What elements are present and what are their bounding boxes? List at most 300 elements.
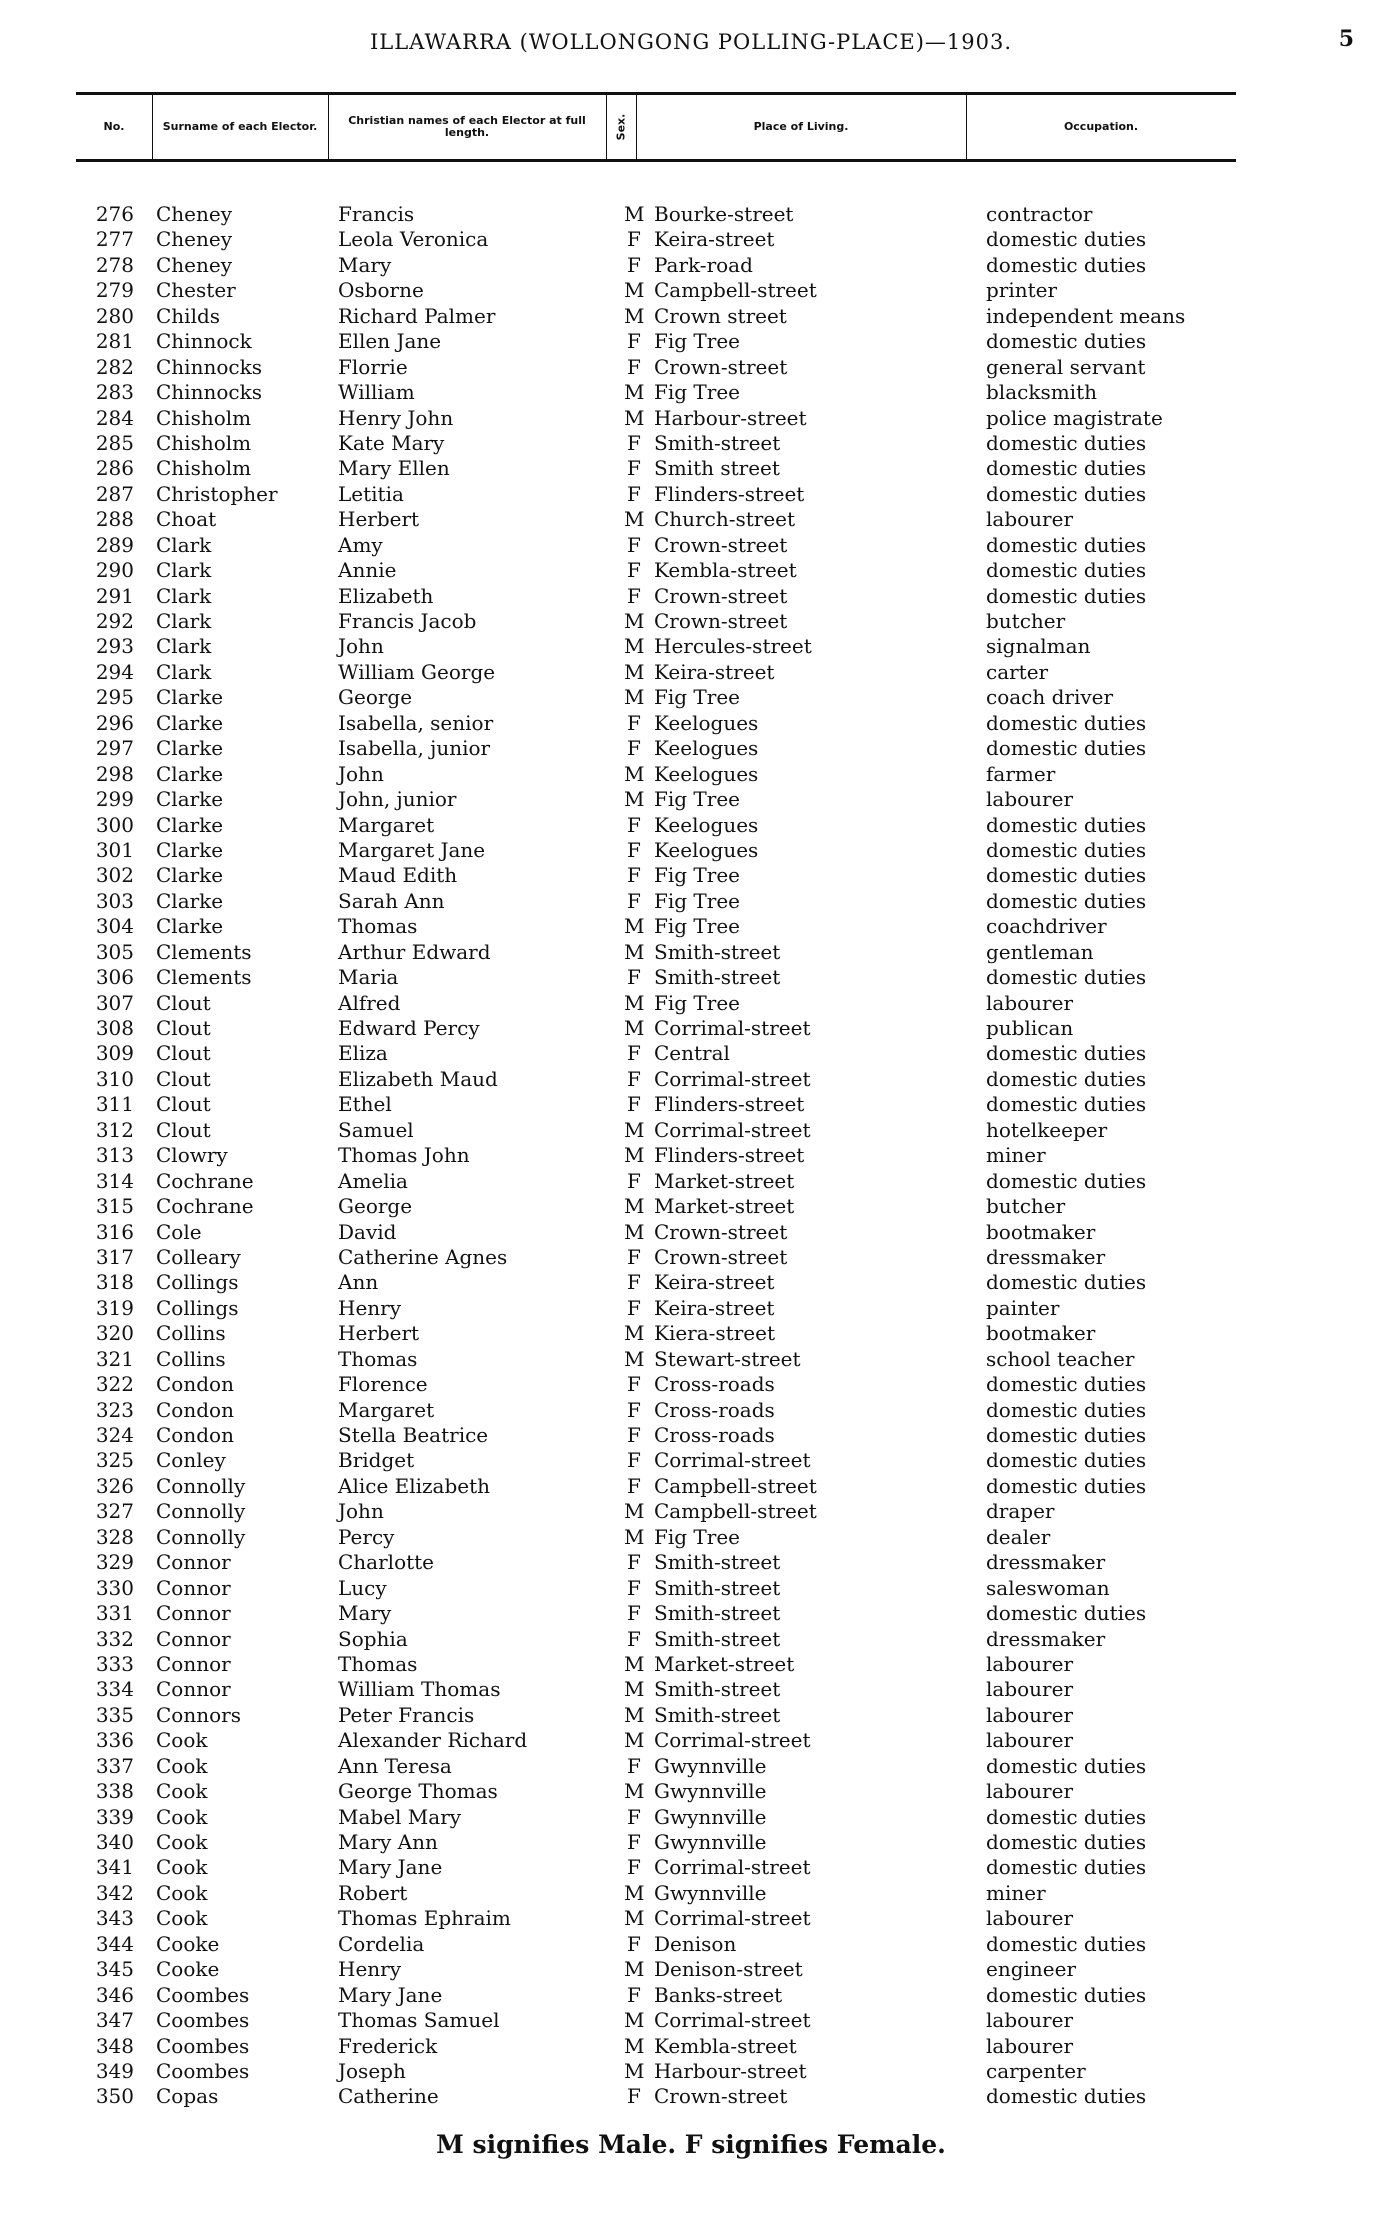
elector-sex: M [624, 202, 645, 226]
elector-sex: M [624, 761, 645, 786]
table-row [76, 253, 1236, 278]
table-row [76, 456, 1236, 481]
elector-sex: F [627, 863, 641, 888]
elector-occupation: dressmaker [986, 1626, 1106, 1651]
elector-occupation: domestic duties [986, 1168, 1147, 1193]
elector-occupation: farmer [986, 761, 1056, 786]
elector-number: 340 [95, 1830, 134, 1854]
elector-christian-names: Elizabeth [338, 583, 434, 608]
elector-surname: Clark [156, 532, 212, 557]
table-row [76, 1347, 1236, 1372]
elector-christian-names: William George [338, 659, 496, 684]
elector-sex: M [624, 1906, 645, 1931]
elector-surname: Collings [156, 1295, 239, 1320]
table-row [76, 202, 1236, 227]
elector-occupation: butcher [986, 1194, 1066, 1219]
elector-christian-names: Florence [338, 1372, 428, 1397]
elector-christian-names: Edward Percy [338, 1016, 480, 1040]
elector-number: 313 [95, 1143, 134, 1168]
elector-christian-names: George Thomas [338, 1779, 498, 1804]
elector-occupation: labourer [986, 990, 1074, 1015]
elector-place: Hercules-street [654, 634, 812, 659]
elector-christian-names: Mary [338, 252, 392, 277]
elector-sex: M [624, 659, 645, 684]
elector-sex: F [627, 481, 641, 506]
elector-surname: Clarke [156, 812, 224, 837]
elector-place: Denison [654, 1931, 737, 1956]
table-row [76, 1550, 1236, 1575]
elector-surname: Cook [156, 1855, 208, 1880]
elector-place: Market-street [654, 1194, 795, 1219]
elector-place: Central [654, 1041, 730, 1066]
elector-place: Corrimal-street [654, 1855, 811, 1880]
table-row [76, 1932, 1236, 1957]
elector-number: 341 [95, 1855, 134, 1880]
elector-surname: Chinnocks [156, 380, 262, 405]
elector-sex: F [627, 1473, 641, 1498]
elector-number: 295 [95, 685, 134, 710]
elector-number: 324 [95, 1423, 134, 1447]
elector-sex: F [627, 2084, 641, 2109]
elector-christian-names: Peter Francis [338, 1702, 475, 1727]
elector-sex: F [627, 1244, 641, 1269]
elector-occupation: domestic duties [986, 1397, 1147, 1422]
table-row [76, 558, 1236, 583]
elector-surname: Condon [156, 1423, 234, 1447]
elector-surname: Cook [156, 1804, 208, 1829]
elector-surname: Clout [156, 1041, 211, 1066]
elector-occupation: labourer [986, 1728, 1074, 1753]
elector-occupation: painter [986, 1295, 1060, 1320]
elector-place: Kembla-street [654, 2033, 797, 2058]
column-header-no: No. [76, 95, 153, 159]
elector-occupation: domestic duties [986, 1423, 1147, 1447]
elector-occupation: miner [986, 1143, 1046, 1168]
table-row [76, 889, 1236, 914]
elector-place: Keelogues [654, 837, 759, 862]
elector-sex: F [627, 965, 641, 990]
elector-number: 325 [95, 1448, 134, 1473]
elector-sex: M [624, 1728, 645, 1753]
elector-christian-names: William [338, 380, 415, 405]
elector-surname: Connor [156, 1651, 231, 1676]
elector-surname: Chisholm [156, 430, 252, 455]
elector-occupation: contractor [986, 202, 1093, 226]
elector-sex: M [624, 990, 645, 1015]
elector-sex: M [624, 405, 645, 430]
elector-christian-names: John, junior [338, 787, 457, 812]
elector-christian-names: Margaret [338, 812, 435, 837]
elector-occupation: labourer [986, 1677, 1074, 1702]
elector-sex: F [627, 1397, 641, 1422]
table-row [76, 1830, 1236, 1855]
elector-christian-names: Letitia [338, 481, 404, 506]
elector-sex: F [627, 1270, 641, 1295]
elector-occupation: domestic duties [986, 1982, 1147, 2007]
elector-surname: Cole [156, 1219, 202, 1244]
elector-occupation: butcher [986, 609, 1066, 633]
elector-number: 320 [95, 1321, 134, 1346]
table-row [76, 482, 1236, 507]
elector-number: 292 [95, 609, 134, 633]
elector-place: Corrimal-street [654, 1728, 811, 1753]
elector-occupation: dressmaker [986, 1244, 1106, 1269]
elector-occupation: domestic duties [986, 430, 1147, 455]
elector-occupation: miner [986, 1880, 1046, 1905]
elector-christian-names: Cordelia [338, 1931, 425, 1956]
elector-number: 323 [95, 1397, 134, 1422]
elector-occupation: domestic duties [986, 888, 1147, 913]
elector-place: Crown-street [654, 2084, 788, 2109]
elector-number: 288 [95, 507, 134, 532]
elector-number: 308 [95, 1016, 134, 1040]
table-row [76, 1677, 1236, 1702]
elector-sex: M [624, 1143, 645, 1168]
column-header-occupation: Occupation. [1063, 120, 1139, 133]
elector-sex: F [627, 1295, 641, 1320]
elector-occupation: domestic duties [986, 1753, 1147, 1778]
elector-occupation: domestic duties [986, 710, 1147, 735]
elector-christian-names: Stella Beatrice [338, 1423, 489, 1447]
elector-surname: Connor [156, 1626, 231, 1651]
table-row [76, 507, 1236, 532]
elector-number: 305 [95, 939, 134, 964]
elector-christian-names: David [338, 1219, 397, 1244]
elector-surname: Clements [156, 939, 252, 964]
elector-christian-names: Mary [338, 1601, 392, 1626]
elector-christian-names: Maria [338, 965, 399, 990]
elector-number: 282 [95, 354, 134, 379]
elector-number: 291 [95, 583, 134, 608]
elector-christian-names: Francis [338, 202, 415, 226]
elector-place: Smith-street [654, 1550, 781, 1575]
elector-place: Gwynnville [654, 1753, 767, 1778]
elector-place: Gwynnville [654, 1830, 767, 1854]
elector-christian-names: Annie [338, 558, 397, 583]
elector-place: Fig Tree [654, 990, 741, 1015]
elector-number: 304 [95, 914, 134, 939]
elector-surname: Conley [156, 1448, 226, 1473]
elector-number: 335 [95, 1702, 134, 1727]
elector-surname: Connor [156, 1677, 231, 1702]
elector-sex: F [627, 1601, 641, 1626]
elector-surname: Childs [156, 303, 221, 328]
elector-christian-names: Margaret Jane [338, 837, 486, 862]
elector-occupation: labourer [986, 787, 1074, 812]
elector-surname: Clout [156, 1016, 211, 1040]
elector-occupation: domestic duties [986, 329, 1147, 354]
elector-place: Gwynnville [654, 1804, 767, 1829]
elector-sex: F [627, 1168, 641, 1193]
table-row [76, 685, 1236, 710]
elector-occupation: domestic duties [986, 532, 1147, 557]
elector-surname: Clarke [156, 914, 224, 939]
elector-number: 303 [95, 888, 134, 913]
elector-place: Fig Tree [654, 685, 741, 710]
elector-surname: Connolly [156, 1499, 246, 1524]
elector-christian-names: Mary Ann [338, 1830, 438, 1854]
elector-christian-names: Lucy [338, 1575, 387, 1600]
table-row [76, 1016, 1236, 1041]
elector-surname: Clarke [156, 710, 224, 735]
elector-number: 328 [95, 1524, 134, 1549]
elector-christian-names: Alice Elizabeth [338, 1473, 491, 1498]
elector-christian-names: Richard Palmer [338, 303, 496, 328]
elector-place: Cross-roads [654, 1423, 775, 1447]
elector-occupation: saleswoman [986, 1575, 1110, 1600]
elector-occupation: domestic duties [986, 863, 1147, 888]
elector-place: Gwynnville [654, 1880, 767, 1905]
elector-christian-names: Ethel [338, 1092, 392, 1117]
elector-occupation: domestic duties [986, 2084, 1147, 2109]
elector-place: Smith-street [654, 939, 781, 964]
table-row [76, 1983, 1236, 2008]
elector-surname: Cochrane [156, 1194, 254, 1219]
elector-place: Flinders-street [654, 1143, 805, 1168]
elector-sex: F [627, 1041, 641, 1066]
table-row [76, 1169, 1236, 1194]
elector-number: 348 [95, 2033, 134, 2058]
elector-surname: Connor [156, 1601, 231, 1626]
elector-surname: Clarke [156, 736, 224, 761]
elector-number: 327 [95, 1499, 134, 1524]
elector-christian-names: John [338, 634, 384, 659]
elector-christian-names: Thomas [338, 1651, 418, 1676]
table-row [76, 2084, 1236, 2109]
elector-number: 331 [95, 1601, 134, 1626]
elector-sex: F [627, 1066, 641, 1091]
elector-christian-names: Margaret [338, 1397, 435, 1422]
elector-place: Crown-street [654, 532, 788, 557]
elector-place: Keelogues [654, 812, 759, 837]
elector-sex: M [624, 1219, 645, 1244]
elector-surname: Copas [156, 2084, 219, 2109]
elector-surname: Clements [156, 965, 252, 990]
elector-place: Campbell-street [654, 278, 817, 303]
elector-surname: Cook [156, 1753, 208, 1778]
elector-christian-names: Isabella, junior [338, 736, 491, 761]
elector-sex: M [624, 609, 645, 633]
elector-place: Bourke-street [654, 202, 794, 226]
table-row [76, 914, 1236, 939]
elector-sex: F [627, 736, 641, 761]
table-row [76, 1779, 1236, 1804]
elector-occupation: domestic duties [986, 812, 1147, 837]
elector-number: 344 [95, 1931, 134, 1956]
elector-number: 294 [95, 659, 134, 684]
elector-surname: Clark [156, 609, 212, 633]
elector-number: 312 [95, 1117, 134, 1142]
table-row [76, 813, 1236, 838]
elector-occupation: dressmaker [986, 1550, 1106, 1575]
table-row [76, 940, 1236, 965]
elector-occupation: domestic duties [986, 456, 1147, 481]
elector-occupation: bootmaker [986, 1219, 1096, 1244]
elector-sex: M [624, 1880, 645, 1905]
elector-surname: Connor [156, 1550, 231, 1575]
elector-number: 337 [95, 1753, 134, 1778]
elector-christian-names: Maud Edith [338, 863, 458, 888]
elector-place: Crown street [654, 303, 787, 328]
table-row [76, 991, 1236, 1016]
elector-occupation: domestic duties [986, 1473, 1147, 1498]
elector-occupation: domestic duties [986, 1270, 1147, 1295]
elector-occupation: domestic duties [986, 1855, 1147, 1880]
elector-occupation: blacksmith [986, 380, 1097, 405]
elector-surname: Clout [156, 1117, 211, 1142]
elector-sex: F [627, 1423, 641, 1447]
elector-sex: M [624, 634, 645, 659]
elector-surname: Coombes [156, 2058, 250, 2083]
table-row [76, 1703, 1236, 1728]
elector-place: Harbour-street [654, 405, 807, 430]
elector-surname: Clarke [156, 837, 224, 862]
elector-place: Harbour-street [654, 2058, 807, 2083]
elector-christian-names: Mary Jane [338, 1855, 443, 1880]
elector-surname: Clarke [156, 888, 224, 913]
elector-number: 279 [95, 278, 134, 303]
elector-surname: Cooke [156, 1931, 220, 1956]
elector-surname: Clout [156, 990, 211, 1015]
elector-occupation: labourer [986, 2033, 1074, 2058]
elector-occupation: carter [986, 659, 1049, 684]
elector-christian-names: Sarah Ann [338, 888, 445, 913]
elector-sex: F [627, 812, 641, 837]
elector-place: Keira-street [654, 1295, 775, 1320]
elector-occupation: engineer [986, 1957, 1077, 1982]
elector-christian-names: Herbert [338, 507, 420, 532]
elector-sex: F [627, 252, 641, 277]
elector-surname: Collins [156, 1321, 226, 1346]
elector-occupation: bootmaker [986, 1321, 1096, 1346]
elector-place: Corrimal-street [654, 1066, 811, 1091]
elector-surname: Chinnocks [156, 354, 262, 379]
elector-sex: F [627, 1804, 641, 1829]
elector-sex: M [624, 303, 645, 328]
table-row [76, 634, 1236, 659]
table-row [76, 863, 1236, 888]
elector-place: Fig Tree [654, 329, 741, 354]
elector-christian-names: Kate Mary [338, 430, 445, 455]
elector-surname: Clarke [156, 685, 224, 710]
elector-number: 276 [95, 202, 134, 226]
elector-place: Keira-street [654, 1270, 775, 1295]
elector-christian-names: Thomas John [338, 1143, 470, 1168]
elector-place: Campbell-street [654, 1473, 817, 1498]
elector-occupation: domestic duties [986, 227, 1147, 252]
elector-surname: Cook [156, 1906, 208, 1931]
table-row [76, 1805, 1236, 1830]
table-row [76, 1627, 1236, 1652]
elector-occupation: domestic duties [986, 837, 1147, 862]
elector-surname: Connors [156, 1702, 241, 1727]
elector-number: 333 [95, 1651, 134, 1676]
elector-sex: F [627, 1982, 641, 2007]
elector-place: Cross-roads [654, 1372, 775, 1397]
table-row [76, 660, 1236, 685]
elector-number: 311 [95, 1092, 134, 1117]
elector-number: 299 [95, 787, 134, 812]
elector-sex: M [624, 1016, 645, 1040]
elector-number: 346 [95, 1982, 134, 2007]
elector-number: 298 [95, 761, 134, 786]
elector-number: 280 [95, 303, 134, 328]
elector-occupation: general servant [986, 354, 1146, 379]
elector-sex: F [627, 532, 641, 557]
table-row [76, 1728, 1236, 1753]
elector-number: 293 [95, 634, 134, 659]
elector-christian-names: Sophia [338, 1626, 408, 1651]
elector-number: 319 [95, 1295, 134, 1320]
elector-surname: Clark [156, 634, 212, 659]
elector-occupation: domestic duties [986, 1830, 1147, 1854]
elector-christian-names: John [338, 1499, 384, 1524]
elector-number: 284 [95, 405, 134, 430]
elector-christian-names: Samuel [338, 1117, 414, 1142]
elector-place: Fig Tree [654, 787, 741, 812]
table-row [76, 2034, 1236, 2059]
elector-sex: F [627, 1575, 641, 1600]
elector-sex: M [624, 939, 645, 964]
elector-surname: Collins [156, 1346, 226, 1371]
elector-sex: F [627, 1448, 641, 1473]
elector-number: 307 [95, 990, 134, 1015]
elector-occupation: domestic duties [986, 736, 1147, 761]
elector-surname: Coombes [156, 2033, 250, 2058]
elector-sex: M [624, 380, 645, 405]
column-header-sex [606, 95, 637, 159]
elector-number: 297 [95, 736, 134, 761]
elector-surname: Coombes [156, 1982, 250, 2007]
elector-sex: F [627, 1931, 641, 1956]
elector-number: 318 [95, 1270, 134, 1295]
elector-surname: Clark [156, 583, 212, 608]
elector-place: Crown-street [654, 583, 788, 608]
elector-christian-names: Percy [338, 1524, 395, 1549]
elector-sex: M [624, 1651, 645, 1676]
elector-occupation: domestic duties [986, 583, 1147, 608]
elector-number: 309 [95, 1041, 134, 1066]
elector-number: 316 [95, 1219, 134, 1244]
elector-christian-names: Henry [338, 1957, 402, 1982]
sex-legend: M signifies Male. F signifies Female. [436, 2130, 946, 2159]
table-row [76, 2059, 1236, 2084]
elector-number: 310 [95, 1066, 134, 1091]
elector-christian-names: Amy [338, 532, 383, 557]
column-header-sex-label: Sex. [613, 113, 627, 141]
elector-surname: Clarke [156, 863, 224, 888]
elector-surname: Cheney [156, 227, 233, 252]
column-header-place: Place of Living. [636, 95, 967, 159]
table-row [76, 1245, 1236, 1270]
elector-number: 345 [95, 1957, 134, 1982]
table-row [76, 1855, 1236, 1880]
elector-occupation: independent means [986, 303, 1186, 328]
elector-sex: F [627, 456, 641, 481]
elector-occupation: labourer [986, 1906, 1074, 1931]
elector-place: Smith-street [654, 1626, 781, 1651]
elector-place: Crown-street [654, 354, 788, 379]
table-row [76, 1296, 1236, 1321]
elector-christian-names: Leola Veronica [338, 227, 489, 252]
elector-number: 332 [95, 1626, 134, 1651]
elector-place: Denison-street [654, 1957, 803, 1982]
elector-place: Fig Tree [654, 1524, 741, 1549]
elector-sex: F [627, 354, 641, 379]
table-row [76, 1118, 1236, 1143]
elector-number: 338 [95, 1779, 134, 1804]
elector-surname: Cook [156, 1880, 208, 1905]
